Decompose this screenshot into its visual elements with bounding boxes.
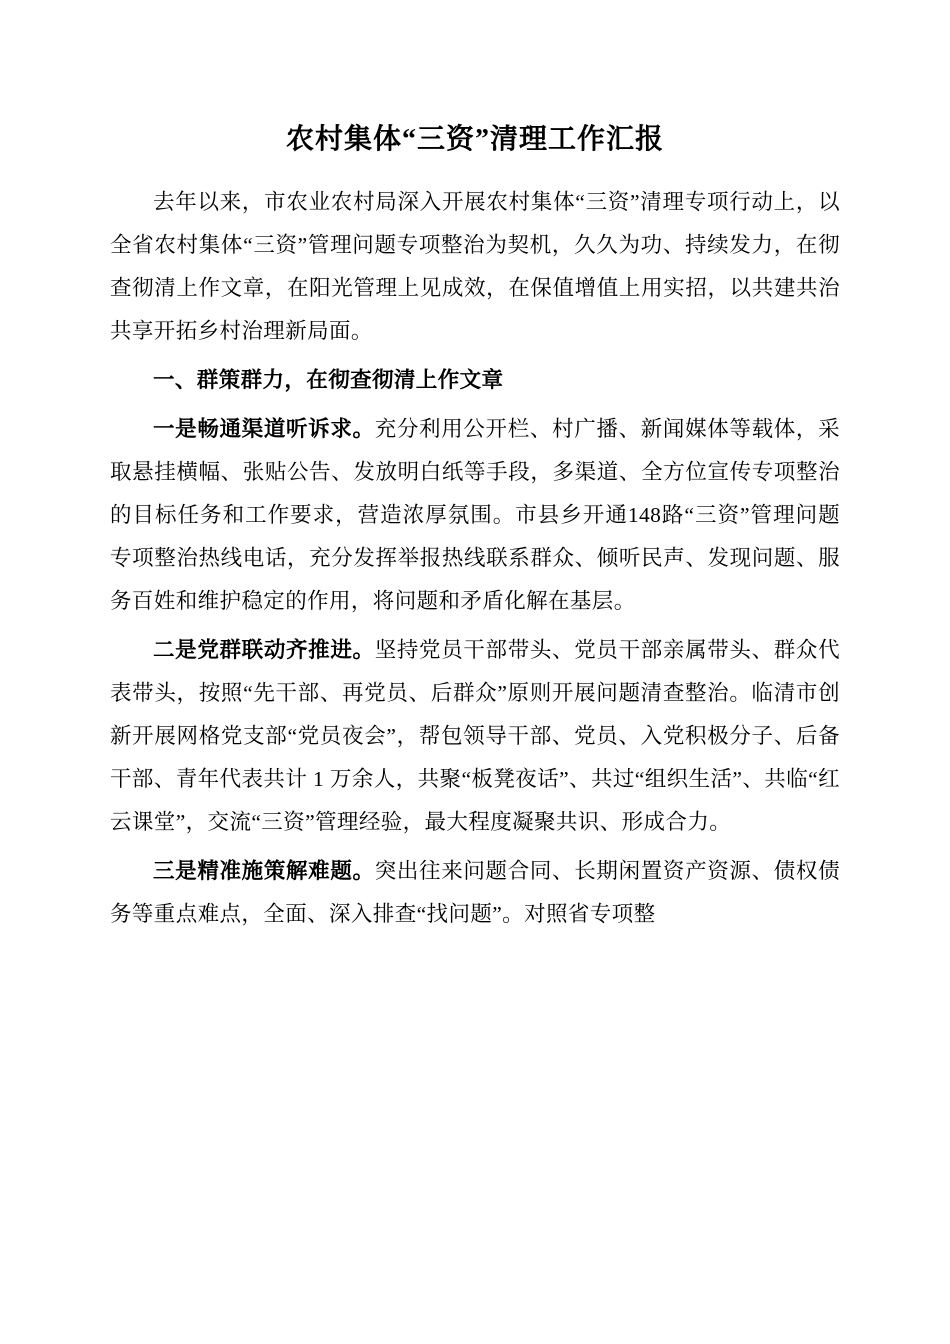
point-one-text: 充分利用公开栏、村广播、新闻媒体等载体，采取悬挂横幅、张贴公告、发放明白纸等手段，多渠道、全方位宣传专项整治的目标任务和工作要求，营造浓厚氛围。市县乡开通148路“三资”管理问题专项整治热线电话，充分发挥举报热线联系群众、倾听民声、发现问题、服务百姓和维护稳定的作用，将问题和矛盾化解在基层。: [110, 417, 840, 614]
intro-paragraph: [110, 181, 840, 353]
point-three-paragraph: [110, 850, 840, 936]
point-two-text: 坚持党员干部带头、党员干部亲属带头、群众代表带头，按照“先干部、再党员、后群众”原则开展问题清查整治。临清市创新开展网格党支部“党员夜会”，帮包领导干部、党员、入党积极分子、后备干部、青年代表共计 1 万余人，共聚“板凳夜话”、共过“组织生活”、共临“红云课堂”，交流“三资”管理经验，最大程度凝聚共识、形成合力。: [110, 638, 840, 835]
point-two-lead: 二是党群联动齐推进。: [153, 638, 375, 663]
page-title: 农村集体“三资”清理工作汇报: [285, 124, 664, 155]
section-heading-one: [110, 359, 840, 402]
section-heading-one-text: 一、群策群力，在彻查彻清上作文章: [153, 368, 504, 393]
point-three-text: 突出往来问题合同、长期闲置资产资源、债权债务等重点难点，全面、深入排查“找问题”。对照省专项整: [110, 859, 840, 927]
point-two-paragraph: [110, 629, 840, 844]
point-three-lead: 三是精准施策解难题。: [153, 859, 375, 884]
point-one-lead: 一是畅通渠道听诉求。: [153, 417, 375, 442]
intro-paragraph-text: 去年以来，市农业农村局深入开展农村集体“三资”清理专项行动上，以全省农村集体“三资”管理问题专项整治为契机，久久为功、持续发力，在彻查彻清上作文章，在阳光管理上见成效，在保值增值上用实招，以共建共治共享开拓乡村治理新局面。: [110, 190, 840, 344]
point-one-paragraph: [110, 408, 840, 623]
